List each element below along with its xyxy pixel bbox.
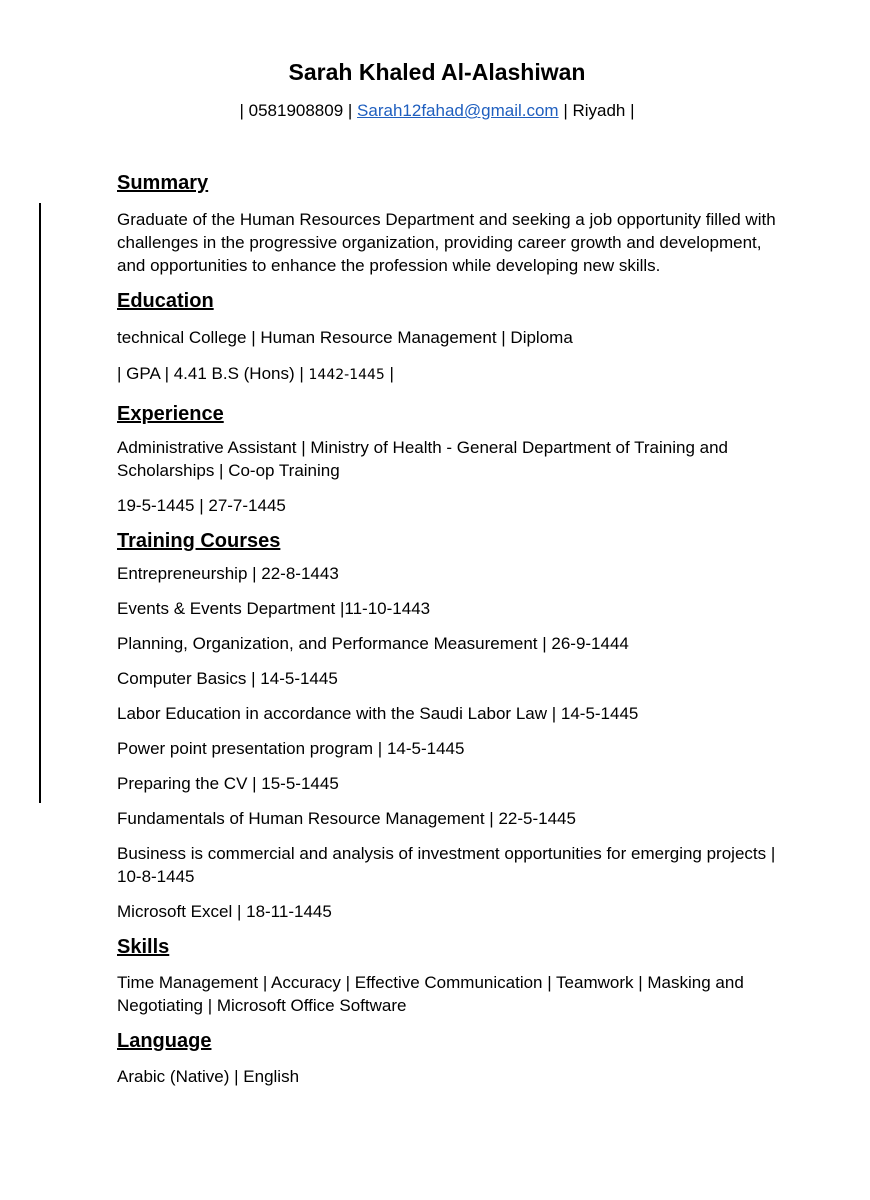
margin-change-bar [39, 203, 41, 803]
training-item: Computer Basics | 14-5-1445 [117, 669, 338, 688]
training-item: Fundamentals of Human Resource Management | 22-5-1445 [117, 809, 576, 828]
language-heading: Language [117, 1030, 212, 1052]
training-list [117, 562, 777, 923]
contact-phone: | 0581908809 | [239, 101, 358, 120]
education-heading: Education [117, 290, 214, 312]
language-text: Arabic (Native) | English [117, 1067, 300, 1086]
education-gpa-line [117, 362, 777, 387]
email-link[interactable]: Sarah12fahad@gmail.com [357, 101, 559, 120]
training-item: Labor Education in accordance with the Saudi Labor Law | 14-5-1445 [117, 704, 639, 723]
training-heading: Training Courses [117, 530, 281, 552]
skills-heading: Skills [117, 936, 170, 958]
skills-text: Time Management | Accuracy | Effective Communication | Teamwork | Masking and Negotiating | Microsoft Office Software [117, 973, 744, 1015]
summary-text: Graduate of the Human Resources Department and seeking a job opportunity filled with challenges in the progressive organization, providing career growth and development, and opportunities to enhance the profession while developing new skills. [117, 210, 776, 275]
training-item: Entrepreneurship | 22-8-1443 [117, 564, 339, 583]
summary-heading: Summary [117, 172, 209, 194]
education-years: 1442-1445 [308, 367, 385, 383]
gpa-suffix: | [384, 364, 394, 383]
training-item: Power point presentation program | 14-5-1445 [117, 739, 465, 758]
training-item: Preparing the CV | 15-5-1445 [117, 774, 339, 793]
experience-role: Administrative Assistant | Ministry of Health - General Department of Training and Scholarships | Co-op Training [117, 438, 729, 480]
training-item: Events & Events Department |11-10-1443 [117, 599, 431, 618]
candidate-name: Sarah Khaled Al-Alashiwan [288, 59, 586, 85]
contact-city: | Riyadh | [558, 101, 635, 120]
education-line: technical College | Human Resource Management | Diploma [117, 328, 573, 347]
resume-document [117, 56, 777, 1088]
experience-heading: Experience [117, 403, 224, 425]
training-item: Microsoft Excel | 18-11-1445 [117, 902, 332, 921]
gpa-text: | GPA | 4.41 B.S (Hons) | [117, 364, 309, 383]
training-item: Business is commercial and analysis of investment opportunities for emerging projects | 10-8-1445 [117, 844, 776, 886]
experience-dates: 19-5-1445 | 27-7-1445 [117, 496, 286, 515]
training-item: Planning, Organization, and Performance Measurement | 26-9-1444 [117, 634, 629, 653]
contact-line [117, 100, 757, 122]
